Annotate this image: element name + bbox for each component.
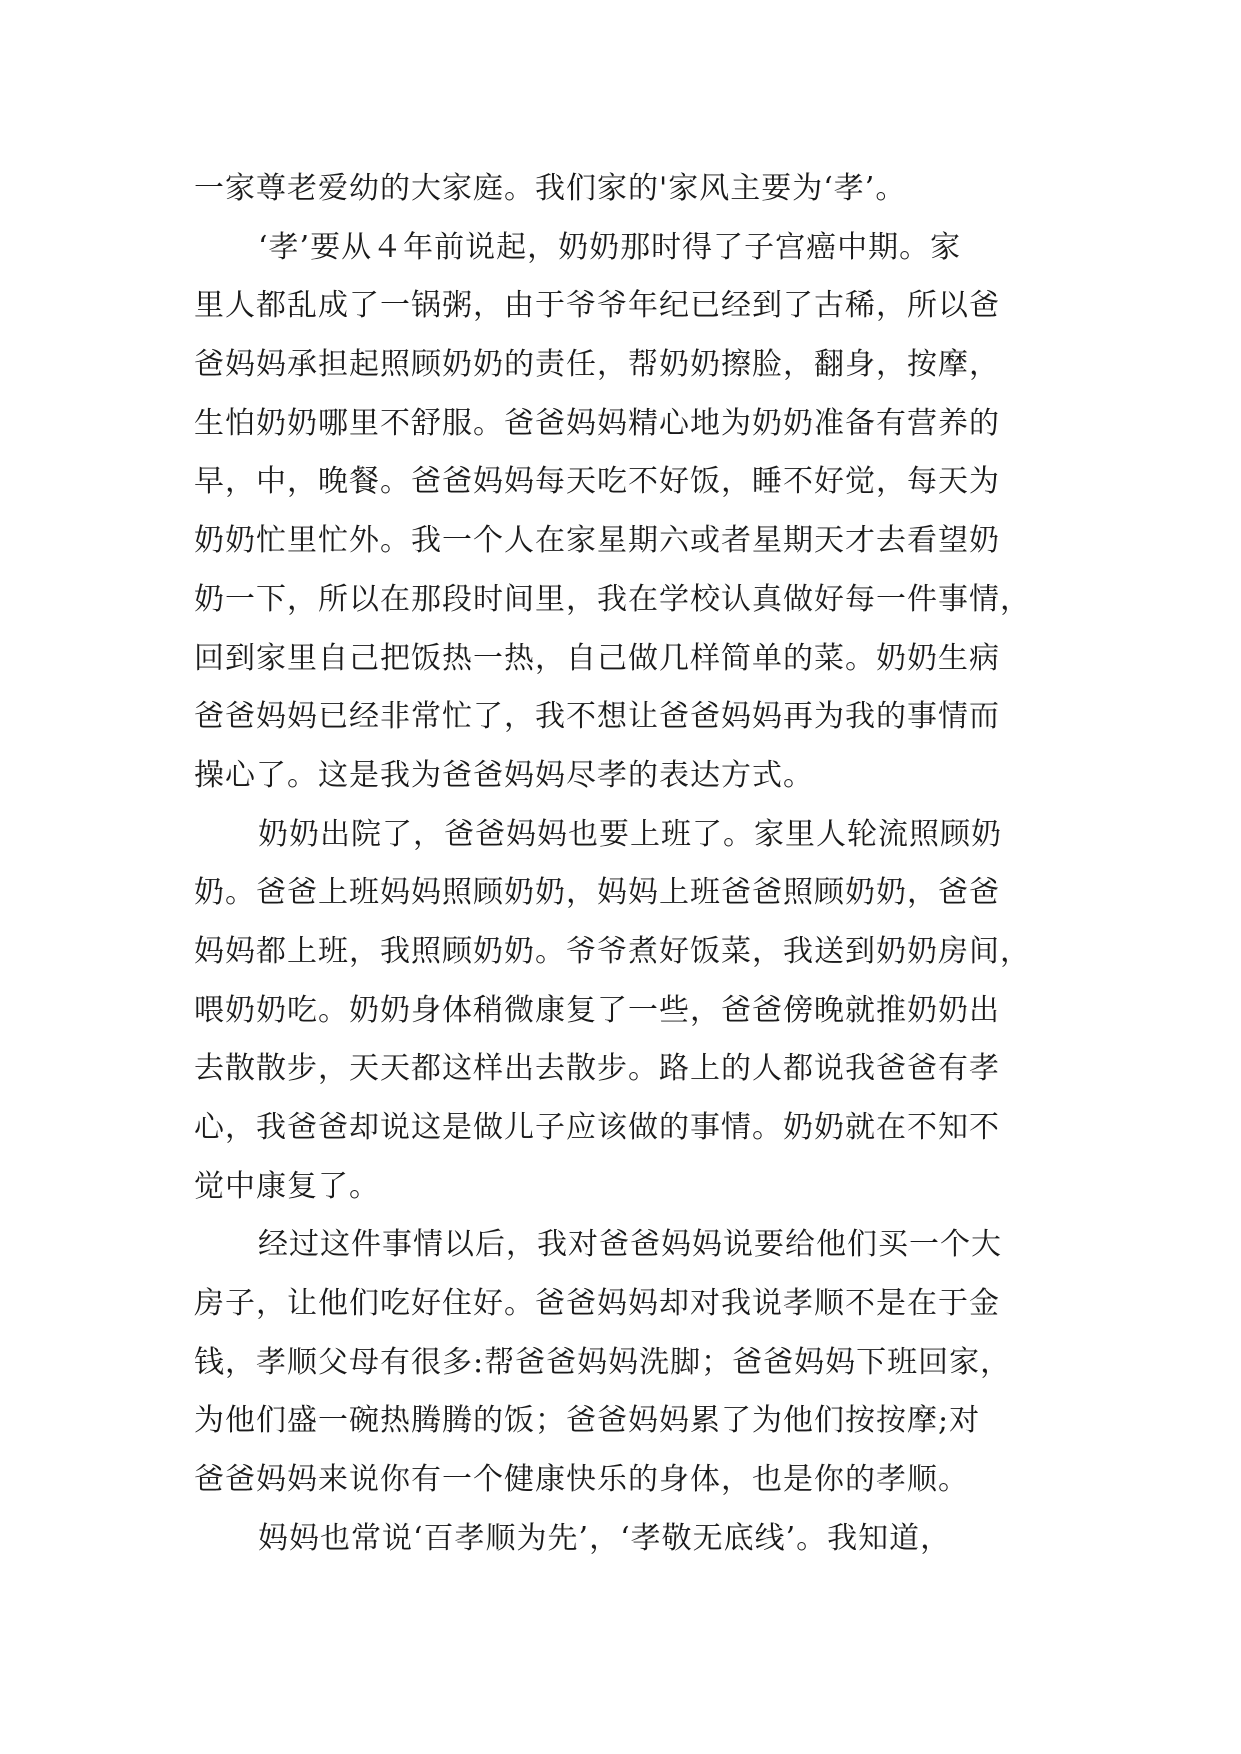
text-line: 觉中康复了。: [194, 1168, 380, 1204]
text-line: 为他们盛一碗热腾腾的饭；爸爸妈妈累了为他们按按摩;对: [194, 1403, 981, 1439]
text-line: 奶奶忙里忙外。我一个人在家星期六或者星期天才去看望奶: [194, 523, 1000, 559]
text-line: 钱，孝顺父母有很多:帮爸爸妈妈洗脚；爸爸妈妈下班回家，: [194, 1344, 1012, 1380]
text-line: 里人都乱成了一锅粥，由于爷爷年纪已经到了古稀，所以爸: [194, 288, 1000, 324]
text-line: 爸爸妈妈已经非常忙了，我不想让爸爸妈妈再为我的事情而: [194, 699, 1000, 735]
paragraph-start-line: 经过这件事情以后，我对爸爸妈妈说要给他们买一个大: [258, 1227, 1002, 1263]
text-line: 房子，让他们吃好住好。爸爸妈妈却对我说孝顺不是在于金: [194, 1286, 1000, 1322]
text-line: 生怕奶奶哪里不舒服。爸爸妈妈精心地为奶奶准备有营养的: [194, 405, 1000, 441]
text-line: 心，我爸爸却说这是做儿子应该做的事情。奶奶就在不知不: [194, 1110, 1000, 1145]
text-line: 操心了。这是我为爸爸妈妈尽孝的表达方式。: [194, 757, 814, 793]
text-line: 回到家里自己把饭热一热，自己做几样简单的菜。奶奶生病: [194, 640, 1000, 676]
body-text: [194, 160, 1050, 1569]
text-line: 爸爸妈妈来说你有一个健康快乐的身体，也是你的孝顺。: [194, 1462, 969, 1498]
paragraph-start-line: ‘孝’要从４年前说起，奶奶那时得了子宫癌中期。家: [258, 229, 962, 265]
paragraph-start-line: 妈妈也常说‘百孝顺为先’，‘孝敬无底线’。我知道，: [258, 1520, 952, 1556]
text-line: 一家尊老爱幼的大家庭。我们家的'家风主要为‘孝’。: [194, 171, 907, 206]
text-line: 爸妈妈承担起照顾奶奶的责任，帮奶奶擦脸，翻身，按摩，: [194, 347, 1000, 383]
text-line: 妈妈都上班，我照顾奶奶。爷爷煮好饭菜，我送到奶奶房间，: [194, 933, 1031, 969]
text-line: 喂奶奶吃。奶奶身体稍微康复了一些，爸爸傍晚就推奶奶出: [194, 992, 1000, 1028]
text-line: 早，中，晚餐。爸爸妈妈每天吃不好饭，睡不好觉，每天为: [194, 464, 1000, 500]
text-line: 奶一下，所以在那段时间里，我在学校认真做好每一件事情，: [194, 581, 1031, 617]
text-line: 去散散步，天天都这样出去散步。路上的人都说我爸爸有孝: [194, 1051, 1000, 1087]
paragraph-start-line: 奶奶出院了，爸爸妈妈也要上班了。家里人轮流照顾奶: [258, 816, 1002, 852]
text-line: 奶。爸爸上班妈妈照顾奶奶，妈妈上班爸爸照顾奶奶，爸爸: [194, 875, 1000, 911]
